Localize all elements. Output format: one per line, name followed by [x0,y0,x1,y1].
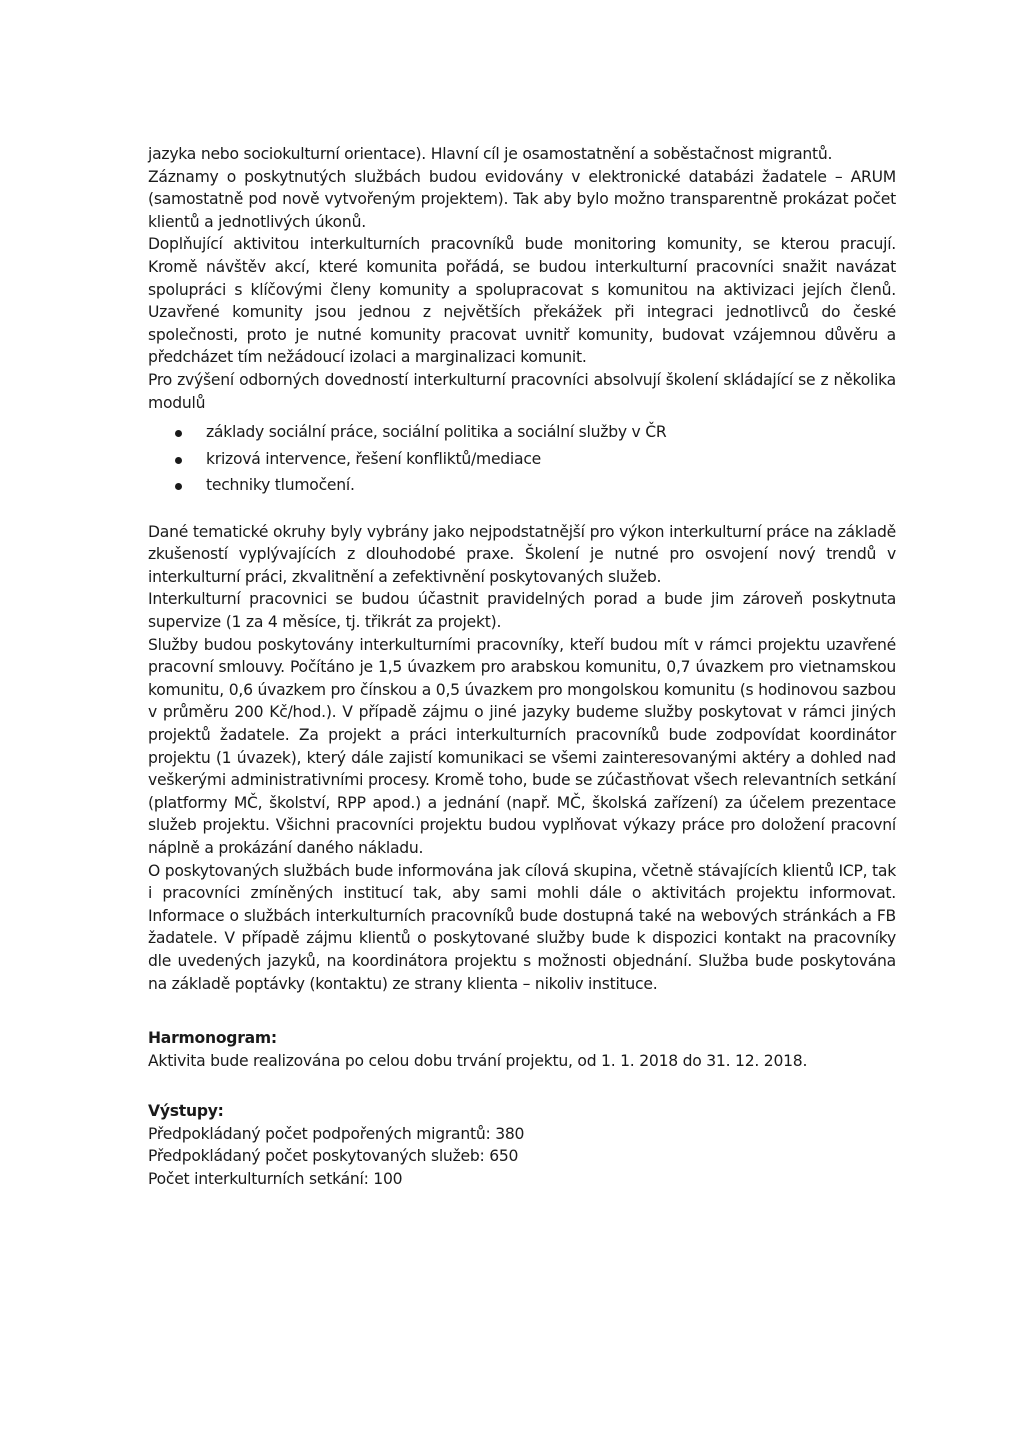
list-item [148,472,896,499]
harmonogram-heading: Harmonogram: [148,1029,277,1048]
list-item [148,446,896,473]
outputs-heading: Výstupy: [148,1102,224,1121]
module-label: techniky tlumočení. [206,476,355,495]
bullet-icon [175,457,182,464]
outputs-line: Předpokládaný počet podpořených migrantů: 380 [148,1124,525,1143]
module-label: základy sociální práce, sociální politika a sociální služby v ČR [206,423,667,442]
list-item [148,419,896,446]
harmonogram-text: Aktivita bude realizována po celou dobu trvání projektu, od 1. 1. 2018 do 31. 12. 2018. [148,1051,808,1070]
document-page [148,143,896,1191]
harmonogram-section [148,1027,896,1072]
paragraph-training-intro: Pro zvýšení odborných dovedností interkulturní pracovníci absolvují školení skládající se z několika modulů [148,370,896,412]
paragraph-orientation: jazyka nebo sociokulturní orientace). Hlavní cíl je osamostatnění a soběstačnost migrantů. [148,145,833,163]
paragraph-information: O poskytovaných službách bude informována jak cílová skupina, včetně stávajících klientů ICP, tak i pracovníci zmíněných institucí tak, aby sami mohli dále o aktivitách projektu informovat. Informace o službách interkulturních pracovníků bude dostupná také na webových stránkách a FB žadatele. V případě zájmu klientů o poskytované služby bude k dispozici kontakt na pracovníky dle uvedených jazyků, na koordinátora projektu s možnosti objednání. Služba bude poskytována na základě poptávky (kontaktu) ze strany klienta – nikoliv instituce. [148,861,896,993]
training-modules-list [148,419,896,499]
outputs-line: Předpokládaný počet poskytovaných služeb: 650 [148,1147,519,1166]
bullet-icon [175,483,182,490]
paragraph-records: Záznamy o poskytnutých službách budou evidovány v elektronické databázi žadatele – ARUM (samostatně pod nově vytvořeným projektem). Tak aby bylo možno transparentně prokázat počet klientů a jednotlivých úkonů. [148,167,896,231]
module-label: krizová intervence, řešení konfliktů/mediace [206,449,541,468]
paragraph-services: Služby budou poskytovány interkulturními pracovníky, kteří budou mít v rámci projektu uzavřené pracovní smlouvy. Počítáno je 1,5 úvazkem pro arabskou komunitu, 0,7 úvazkem pro vietnamskou komunitu, 0,6 úvazkem pro čínskou a 0,5 úvazkem pro mongolskou komunitu (s hodinovou sazbou v průměru 200 Kč/hod.). V případě zájmu o jiné jazyky budeme služby poskytovat v rámci jiných projektů žadatele. Za projekt a práci interkulturních pracovníků bude zodpovídat koordinátor projektu (1 úvazek), který dále zajistí komunikaci se všemi zainteresovanými aktéry a dohled nad veškerými administrativními procesy. Kromě toho, bude se zúčastňovat všech relevantních setkání (platformy MČ, školství, RPP apod.) a jednání (např. MČ, školská zařízení) za účelem prezentace služeb projektu. Všichni pracovníci projektu budou vyplňovat výkazy práce pro doložení pracovní náplně a prokázání daného nákladu. [148,635,896,857]
paragraph-supervision: Interkulturní pracovnici se budou účastnit pravidelných porad a bude jim zároveň poskytnuta supervize (1 za 4 měsíce, tj. třikrát za projekt). [148,590,896,631]
paragraph-topics: Dané tematické okruhy byly vybrány jako nejpodstatnější pro výkon interkulturní práce na základě zkušeností vyplývajících z dlouhodobé praxe. Školení je nutné pro osvojení nový trendů v interkulturní práci, zkvalitnění a zefektivnění poskytovaných služeb. [148,522,896,586]
bullet-icon [175,430,182,437]
paragraph-monitoring: Doplňující aktivitou interkulturních pracovníků bude monitoring komunity, se kterou pracují. Kromě návštěv akcí, které komunita pořádá, se budou interkulturní pracovníci snažit navázat spolupráci s klíčovými členy komunity a spolupracovat s komunitou na aktivizaci jejích členů. Uzavřené komunity jsou jednou z největších překážek při integraci jednotlivců do české společnosti, proto je nutné komunity pracovat uvnitř komunity, budovat vzájemnou důvěru a předcházet tím nežádoucí izolaci a marginalizaci komunit. [148,235,896,367]
outputs-section [148,1100,896,1190]
outputs-line: Počet interkulturních setkání: 100 [148,1170,403,1189]
